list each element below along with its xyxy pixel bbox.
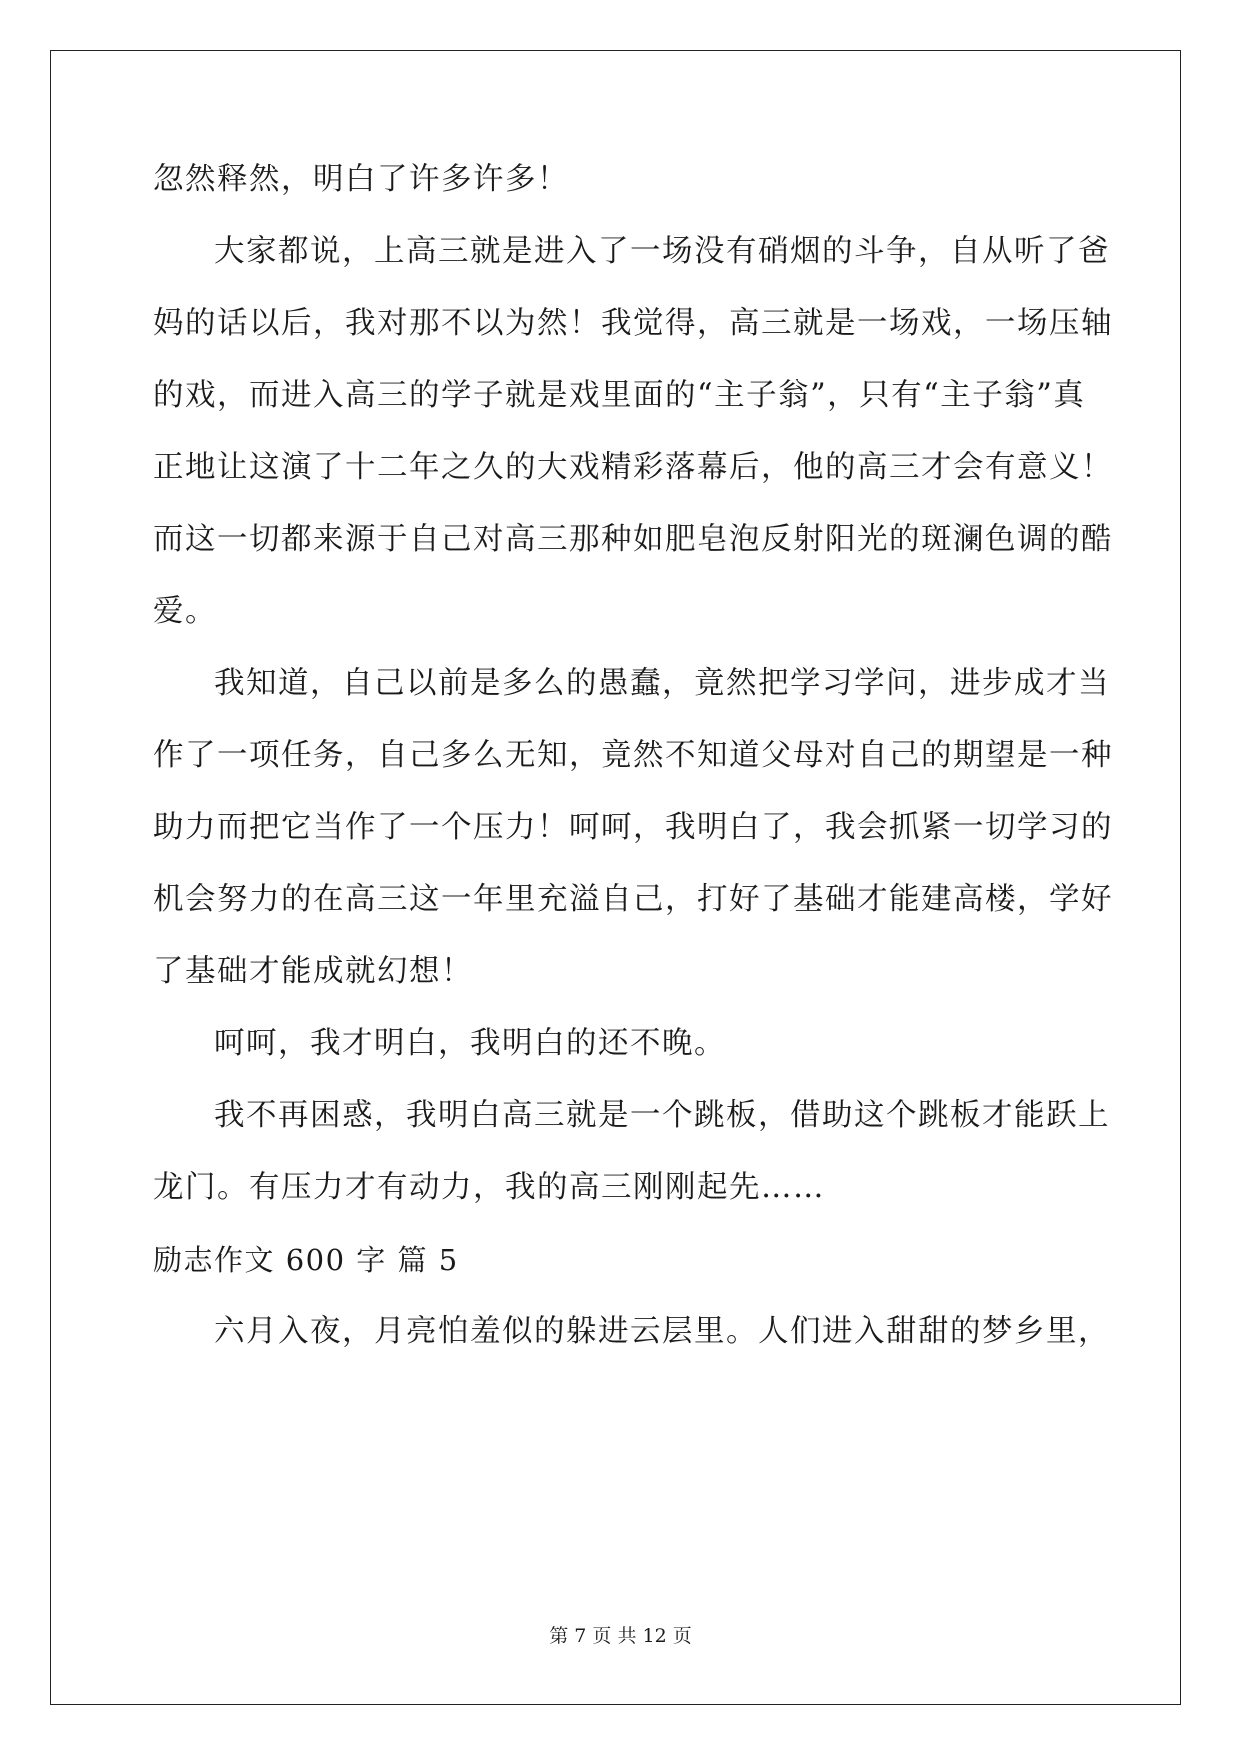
text-line: 大家都说，上高三就是进入了一场没有硝烟的斗争，自从听了爸: [214, 234, 1110, 269]
text-line: 了基础才能成就幻想！: [153, 954, 473, 989]
page-number-footer: 第 7 页 共 12 页: [549, 1625, 692, 1647]
text-line: 正地让这演了十二年之久的大戏精彩落幕后，他的高三才会有意义！: [153, 450, 1113, 485]
text-line: 龙门。有压力才有动力，我的高三刚刚起先……: [153, 1170, 825, 1205]
text-line: 呵呵，我才明白，我明白的还不晚。: [214, 1026, 726, 1061]
text-line: 我知道，自己以前是多么的愚蠢，竟然把学习学问，进步成才当: [214, 666, 1110, 701]
text-line: 作了一项任务，自己多么无知，竟然不知道父母对自己的期望是一种: [153, 738, 1113, 773]
section-heading: 励志作文 600 字 篇 5: [153, 1243, 459, 1277]
text-line: 六月入夜，月亮怕羞似的躲进云层里。人们进入甜甜的梦乡里，: [214, 1314, 1110, 1349]
text-line: 助力而把它当作了一个压力！呵呵，我明白了，我会抓紧一切学习的: [153, 810, 1113, 845]
text-line: 而这一切都来源于自己对高三那种如肥皂泡反射阳光的斑澜色调的酷: [153, 522, 1113, 557]
text-line: 忽然释然，明白了许多许多！: [153, 162, 569, 197]
text-line: 的戏，而进入高三的学子就是戏里面的“主子翁”，只有“主子翁”真: [153, 378, 1086, 413]
page-frame: [50, 50, 1181, 1705]
text-line: 机会努力的在高三这一年里充溢自己，打好了基础才能建高楼，学好: [153, 882, 1113, 917]
text-line: 我不再困惑，我明白高三就是一个跳板，借助这个跳板才能跃上: [214, 1098, 1110, 1133]
text-line: 妈的话以后，我对那不以为然！我觉得，高三就是一场戏，一场压轴: [153, 306, 1113, 341]
text-line: 爱。: [153, 594, 217, 629]
